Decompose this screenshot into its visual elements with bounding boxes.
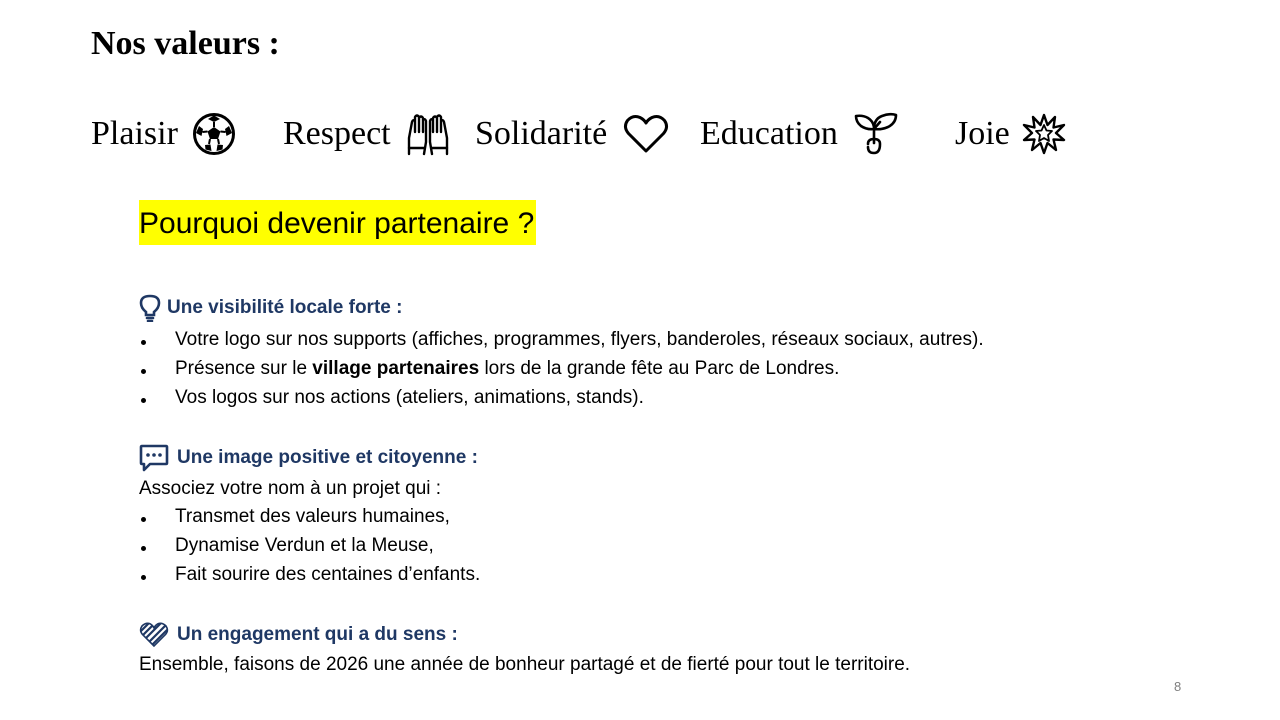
- striped-heart-icon: [139, 622, 169, 648]
- value-respect: [283, 112, 451, 156]
- section-title-text: Une image positive et citoyenne :: [177, 447, 478, 468]
- raised-hands-icon: [405, 112, 451, 156]
- list-item: Dynamise Verdun et la Meuse,: [139, 531, 480, 560]
- list-item: Présence sur le village partenaires lors de la grande fête au Parc de Londres.: [139, 354, 984, 383]
- engagement-text: Ensemble, faisons de 2026 une année de bonheur partagé et de fierté pour tout le territoire.: [139, 654, 911, 675]
- list-item: Transmet des valeurs humaines,: [139, 502, 480, 531]
- list-item: Fait sourire des centaines d’enfants.: [139, 560, 480, 589]
- chat-bubble-icon: [139, 444, 169, 472]
- value-solidarite: [475, 112, 669, 156]
- values-title: Nos valeurs :: [91, 25, 280, 62]
- section-title-text: Un engagement qui a du sens :: [177, 624, 458, 645]
- value-joie: [955, 112, 1066, 156]
- image-list: [139, 502, 480, 589]
- section-engagement-title: [139, 621, 458, 649]
- section-title-text: Une visibilité locale forte :: [167, 297, 403, 318]
- partner-heading: Pourquoi devenir partenaire ?: [139, 200, 536, 245]
- value-label: Plaisir: [91, 115, 178, 152]
- soccer-ball-icon: [192, 112, 236, 156]
- page-number: 8: [1174, 679, 1182, 694]
- value-label: Solidarité: [475, 115, 608, 152]
- value-label: Joie: [955, 115, 1010, 152]
- section-visibility-title: [139, 294, 402, 322]
- starburst-icon: [1022, 112, 1066, 156]
- section-image-title: [139, 443, 478, 473]
- heart-outline-icon: [623, 114, 669, 154]
- list-item: Vos logos sur nos actions (ateliers, animations, stands).: [139, 383, 984, 412]
- value-education: [700, 112, 898, 156]
- bold-phrase: village partenaires: [312, 358, 480, 379]
- lightbulb-icon: [139, 294, 161, 322]
- image-intro: Associez votre nom à un projet qui :: [139, 478, 442, 499]
- list-item: Votre logo sur nos supports (affiches, programmes, flyers, banderoles, réseaux sociaux, autres).: [139, 325, 984, 354]
- value-plaisir: [91, 112, 236, 156]
- value-label: Respect: [283, 115, 391, 152]
- value-label: Education: [700, 115, 838, 152]
- visibility-list: [139, 325, 984, 412]
- sprout-icon: [854, 111, 898, 157]
